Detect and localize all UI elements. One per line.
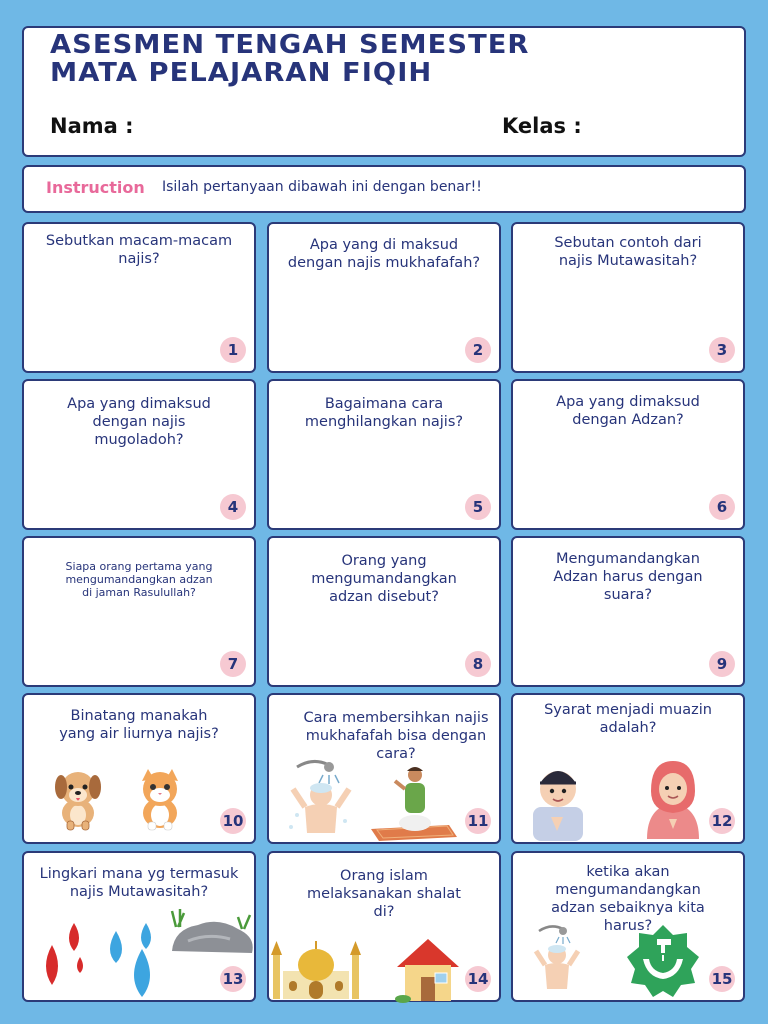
question-card-4 (22, 379, 256, 530)
question-number: 9 (709, 651, 735, 677)
wudhu-hands-icon (625, 925, 701, 997)
question-number: 13 (220, 966, 246, 992)
shower-person-icon (529, 923, 585, 995)
question-card-15 (511, 851, 745, 1002)
header-box (22, 26, 746, 157)
shower-person-icon (283, 757, 359, 839)
question-text: Binatang manakah yang air liurnya najis? (59, 708, 219, 742)
water-drops-icon (102, 923, 162, 999)
question-card-11 (267, 693, 501, 844)
question-number: 10 (220, 808, 246, 834)
question-text: Apa yang dimaksud dengan Adzan? (556, 394, 700, 428)
kelas-label: Kelas : (502, 114, 582, 138)
question-card-13 (22, 851, 256, 1002)
question-number: 1 (220, 337, 246, 363)
question-card-3 (511, 222, 745, 373)
question-card-5 (267, 379, 501, 530)
question-card-10 (22, 693, 256, 844)
question-card-14 (267, 851, 501, 1002)
question-text: Orang yang mengumandangkan adzan disebut? (311, 553, 457, 605)
question-text: Apa yang dimaksud dengan najis mugoladoh? (67, 396, 211, 448)
title-line-2: MATA PELAJARAN FIQIH (50, 58, 433, 88)
rock-icon (168, 907, 256, 963)
nama-label: Nama : (50, 114, 134, 138)
question-number: 11 (465, 808, 491, 834)
instruction-text: Isilah pertanyaan dibawah ini dengan benar!! (162, 179, 482, 195)
question-text: Lingkari mana yg termasuk najis Mutawasitah? (39, 866, 239, 900)
question-number: 2 (465, 337, 491, 363)
question-number: 12 (709, 808, 735, 834)
boy-with-cap-icon (527, 761, 589, 841)
instruction-label: Instruction (46, 178, 145, 197)
question-card-9 (511, 536, 745, 687)
question-text: Cara membersihkan najis mukhafafah bisa dengan cara? (303, 710, 489, 762)
praying-man-icon (369, 765, 459, 841)
instruction-box (22, 165, 746, 213)
question-number: 14 (465, 966, 491, 992)
question-card-6 (511, 379, 745, 530)
question-card-7 (22, 536, 256, 687)
cat-icon (130, 767, 190, 831)
title-line-1: ASESMEN TENGAH SEMESTER (50, 30, 530, 60)
question-number: 8 (465, 651, 491, 677)
question-text: ketika akan mengumandangkan adzan sebaiknya kita harus? (551, 864, 705, 934)
question-number: 3 (709, 337, 735, 363)
question-number: 15 (709, 966, 735, 992)
question-text: Orang islam melaksanakan shalat di? (307, 868, 461, 920)
question-text: Bagaimana cara menghilangkan najis? (304, 396, 464, 430)
dog-icon (46, 765, 110, 831)
question-text: Mengumandangkan Adzan harus dengan suara? (553, 551, 703, 603)
question-card-1 (22, 222, 256, 373)
blood-drops-icon (36, 923, 92, 993)
question-number: 4 (220, 494, 246, 520)
question-number: 7 (220, 651, 246, 677)
question-card-8 (267, 536, 501, 687)
mosque-icon (271, 937, 361, 1001)
girl-with-hijab-icon (641, 757, 705, 841)
question-text: Siapa orang pertama yang mengumandangkan adzan di jaman Rasulullah? (65, 560, 213, 599)
question-text: Sebutkan macam-macam najis? (45, 233, 233, 267)
question-text: Apa yang di maksud dengan najis mukhafafah? (287, 237, 481, 271)
question-number: 6 (709, 494, 735, 520)
question-text: Sebutan contoh dari najis Mutawasitah? (554, 235, 702, 269)
house-icon (395, 937, 461, 1003)
question-number: 5 (465, 494, 491, 520)
question-text: Syarat menjadi muazin adalah? (544, 702, 712, 736)
question-card-2 (267, 222, 501, 373)
question-card-12 (511, 693, 745, 844)
